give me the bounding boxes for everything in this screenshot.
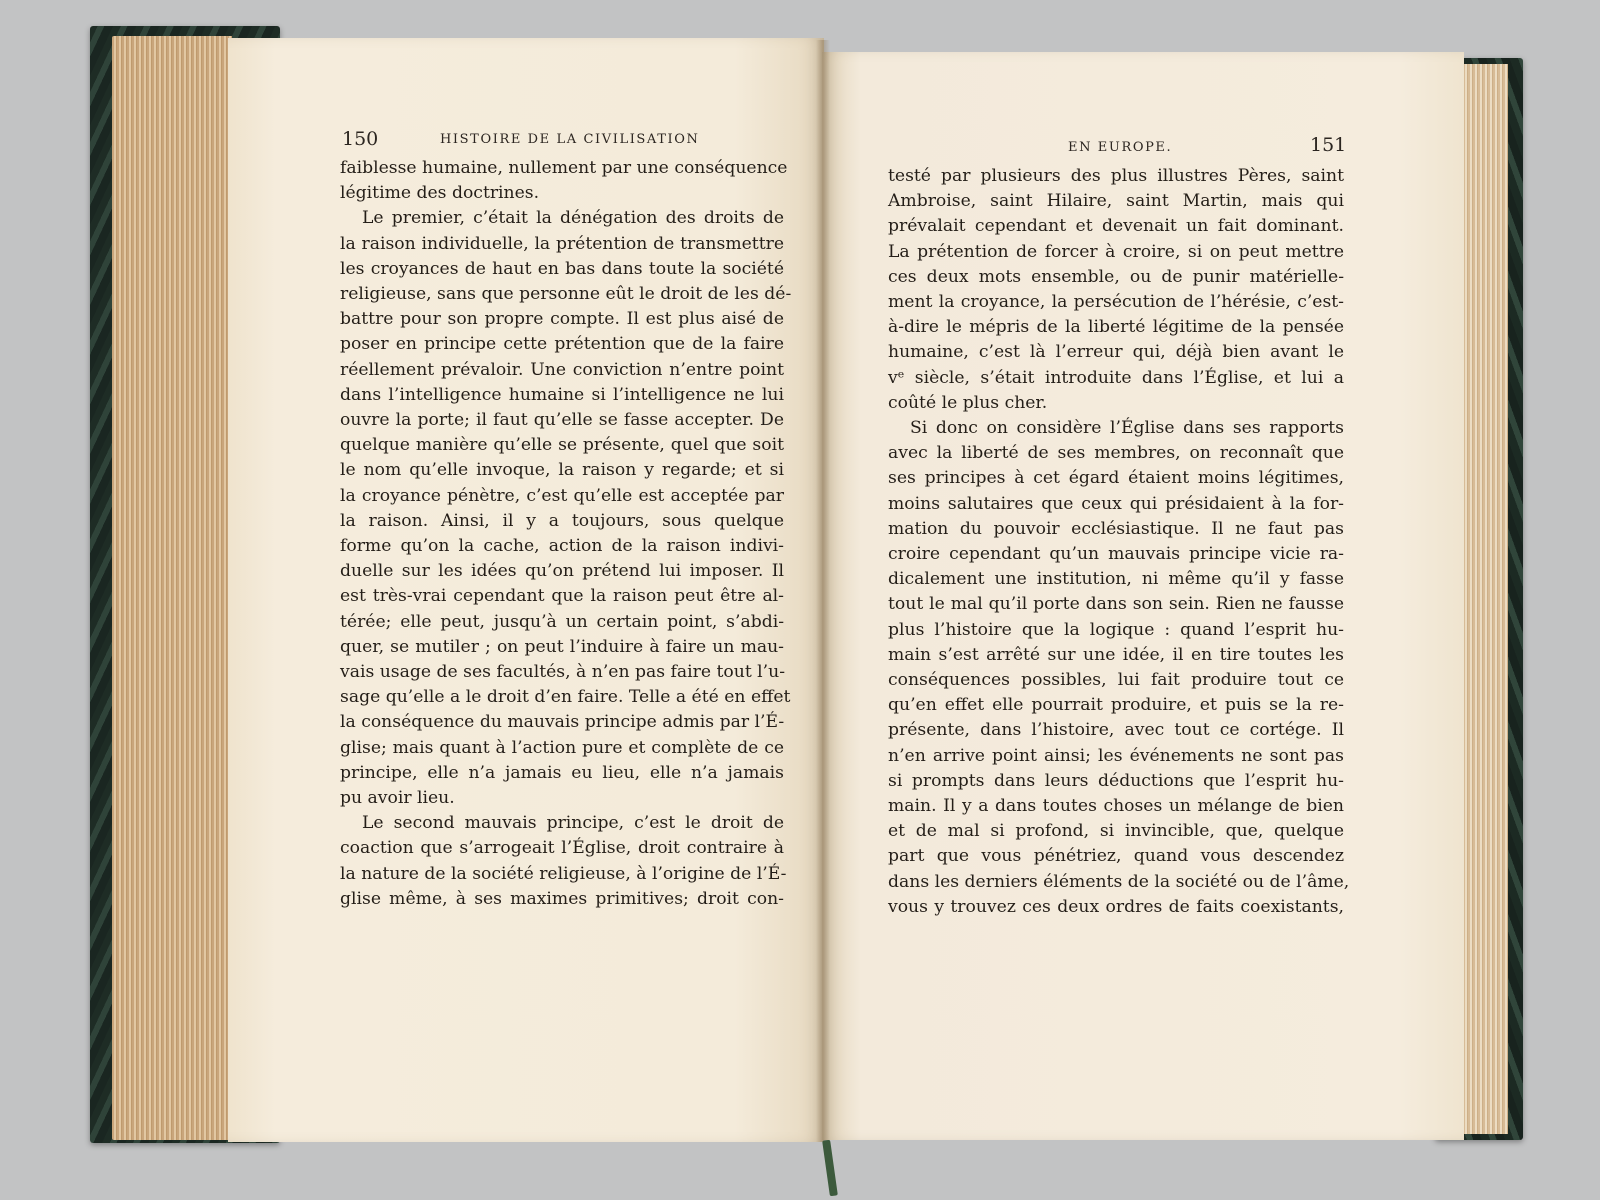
text-line: croire cependant qu’un mauvais principe vicie ra- [888, 544, 1344, 565]
text-line: Si donc on considère l’Église dans ses rapports [910, 418, 1344, 439]
text-line: conséquences possibles, lui fait produire tout ce [888, 670, 1344, 691]
text-line: quer, se mutiler ; on peut l’induire à faire un mau- [340, 636, 784, 657]
text-line: les croyances de haut en bas dans toute la société [340, 258, 784, 279]
text-line: glise même, à ses maximes primitives; droit con- [340, 888, 784, 909]
text-line: religieuse, sans que personne eût le droit de les dé- [340, 284, 792, 305]
text-line: dans les derniers éléments de la société ou de l’âme, [888, 871, 1350, 892]
text-line: n’en arrive point ainsi; les événements ne sont pas [888, 745, 1344, 766]
text-line: main s’est arrêté sur une idée, il en tire toutes les [888, 644, 1344, 665]
text-line: tout le mal qu’il porte dans son sein. Rien ne fausse [888, 594, 1344, 615]
text-line: dans l’intelligence humaine si l’intelligence ne lui [340, 384, 784, 405]
text-line: part que vous pénétriez, quand vous descendez [888, 846, 1344, 867]
text-line: la raison individuelle, la prétention de transmettre [340, 233, 784, 254]
text-line: faiblesse humaine, nullement par une conséquence [340, 158, 788, 178]
text-line: plus l’histoire que la logique : quand l’esprit hu- [888, 619, 1344, 640]
text-line: térée; elle peut, jusqu’à un certain point, s’abdi- [340, 611, 784, 632]
text-line: pu avoir lieu. [340, 788, 455, 809]
text-line: moins salutaires que ceux qui présidaient à la for- [888, 493, 1344, 514]
text-line: si prompts dans leurs déductions que l’esprit hu- [888, 770, 1344, 791]
text-line: sage qu’elle a le droit d’en faire. Telle a été en effet [340, 687, 791, 708]
text-line: poser en principe cette prétention que de la faire [340, 334, 784, 355]
left-page-edges [112, 36, 232, 1140]
text-line: coûté le plus cher. [888, 392, 1048, 413]
right-page-edges [1458, 64, 1508, 1134]
text-line: glise; mais quant à l’action pure et complète de ce [340, 737, 784, 758]
text-line: vous y trouvez ces deux ordres de faits coexistants, [888, 896, 1344, 917]
left-running-head: HISTOIRE DE LA CIVILISATION [440, 132, 700, 147]
text-line: ses principes à cet égard étaient moins légitimes, [888, 468, 1344, 489]
right-page-number: 151 [1310, 134, 1347, 156]
right-running-head: EN EUROPE. [1068, 140, 1173, 155]
text-line: est très-vrai cependant que la raison peut être al- [340, 586, 784, 607]
text-line: ment la croyance, la persécution de l’hérésie, c’est- [888, 292, 1344, 313]
text-line: vais usage de ses facultés, à n’en pas faire tout l’u- [340, 662, 786, 683]
text-line: la raison. Ainsi, il y a toujours, sous quelque [340, 510, 784, 531]
text-line: Le premier, c’était la dénégation des droits de [362, 208, 784, 229]
text-line: le nom qu’elle invoque, la raison y regarde; et si [340, 460, 784, 481]
text-line: battre pour son propre compte. Il est plus aisé de [340, 309, 784, 330]
text-line: quelque manière qu’elle se présente, quel que soit [340, 435, 784, 456]
text-line: Le second mauvais principe, c’est le droit de [362, 813, 784, 834]
text-line: à-dire le mépris de la liberté légitime de la pensée [888, 317, 1344, 338]
text-line: Ambroise, saint Hilaire, saint Martin, mais qui [888, 191, 1344, 212]
text-line: forme qu’on la cache, action de la raison indivi- [340, 536, 784, 557]
left-page-text [340, 156, 792, 912]
book-gutter [816, 40, 830, 1142]
text-line: vᵉ siècle, s’était introduite dans l’Église, et lui a [888, 367, 1344, 388]
text-line: la croyance pénètre, c’est qu’elle est acceptée par [340, 485, 784, 506]
text-line: prévalait cependant et devenait un fait dominant. [888, 216, 1344, 237]
text-line: et de mal si profond, si invincible, que, quelque [888, 821, 1344, 842]
text-line: qu’en effet elle pourrait produire, et puis se la re- [888, 695, 1344, 716]
text-line: mation du pouvoir ecclésiastique. Il ne faut pas [888, 518, 1344, 539]
text-line: testé par plusieurs des plus illustres Pères, saint [888, 166, 1344, 186]
text-line: présente, dans l’histoire, avec tout ce cortége. Il [888, 720, 1344, 741]
text-line: humaine, c’est là l’erreur qui, déjà bien avant le [888, 342, 1344, 363]
text-line: main. Il y a dans toutes choses un mélange de bien [888, 796, 1344, 817]
text-line: réellement prévaloir. Une conviction n’entre point [340, 359, 784, 380]
text-line: principe, elle n’a jamais eu lieu, elle n’a jamais [340, 762, 784, 783]
text-line: coaction que s’arrogeait l’Église, droit contraire à [340, 838, 784, 859]
text-line: dicalement une institution, ni même qu’il y fasse [888, 569, 1344, 590]
right-page-text [888, 164, 1350, 920]
text-line: la conséquence du mauvais principe admis par l’É- [340, 712, 785, 733]
text-line: légitime des doctrines. [340, 183, 540, 204]
text-line: avec la liberté de ses membres, on reconnaît que [888, 443, 1344, 464]
bookmark-ribbon [822, 1140, 838, 1197]
text-line: duelle sur les idées qu’on prétend lui imposer. Il [340, 561, 784, 582]
text-line: ouvre la porte; il faut qu’elle se fasse accepter. De [340, 410, 784, 431]
text-line: la nature de la société religieuse, à l’origine de l’É- [340, 863, 787, 884]
text-line: La prétention de forcer à croire, si on peut mettre [888, 241, 1344, 262]
left-page-number: 150 [342, 128, 379, 150]
text-line: ces deux mots ensemble, ou de punir matérielle- [888, 266, 1344, 287]
